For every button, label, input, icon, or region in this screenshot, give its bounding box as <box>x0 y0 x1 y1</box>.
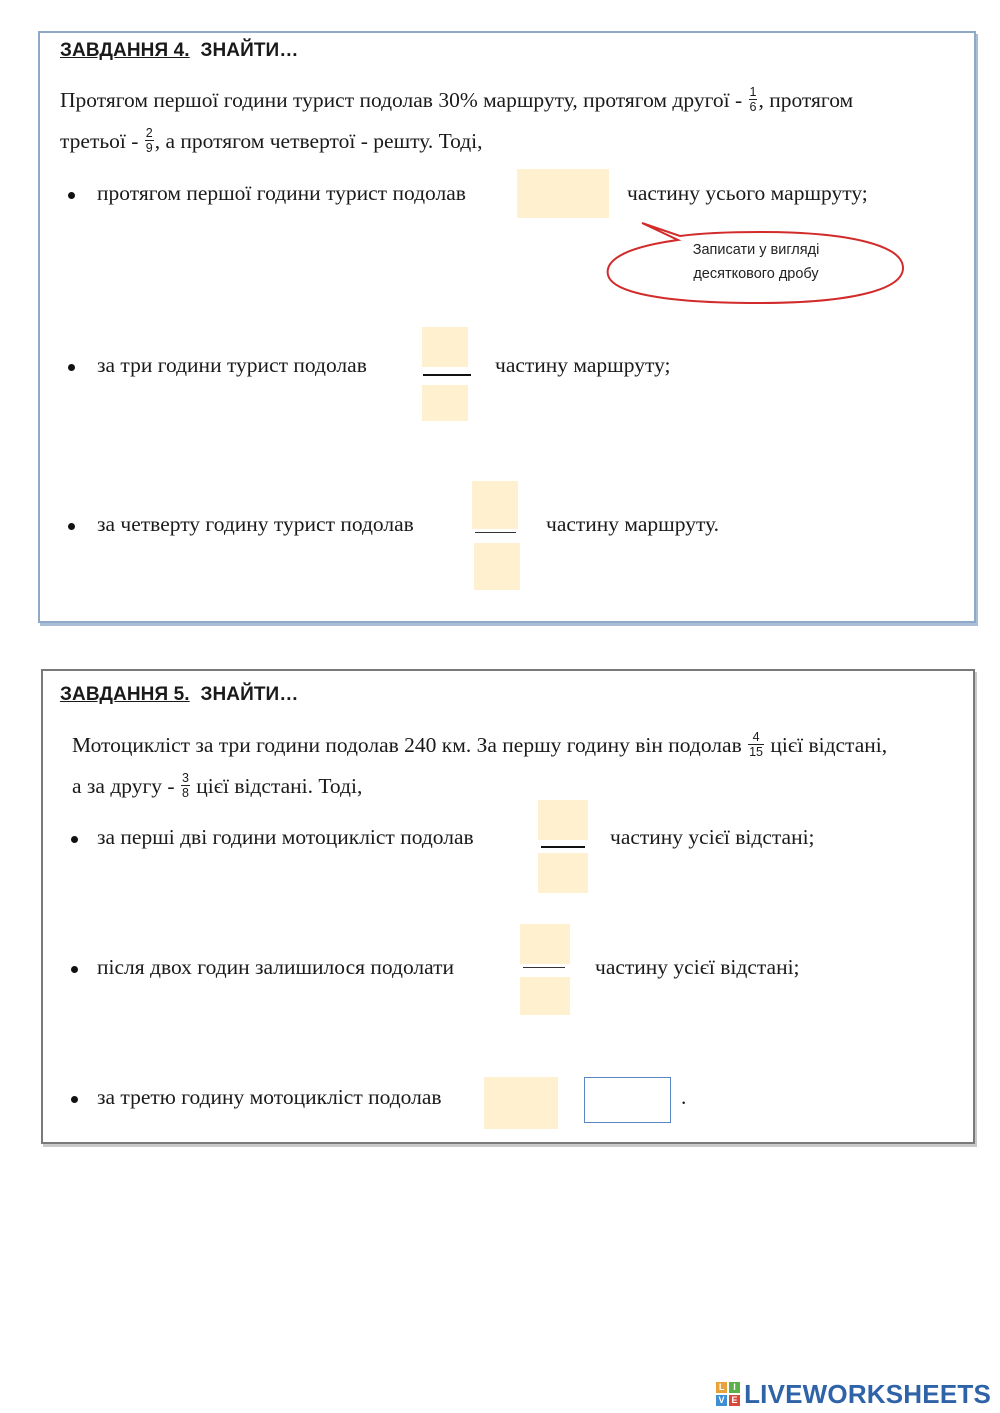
liveworksheets-brand <box>716 1376 991 1412</box>
bullet-icon <box>68 523 75 530</box>
task-5-answer-1-denominator-input[interactable] <box>538 853 588 893</box>
task-5-card <box>41 669 975 1144</box>
fraction-bar <box>423 374 471 376</box>
task-5-item-2-text: після двох годин залишилося подолати <box>97 955 455 979</box>
task-4-answer-1-input[interactable] <box>517 169 609 218</box>
task-5-item-1-after: частину усієї відстані; <box>610 825 815 849</box>
task-4-answer-2-denominator-input[interactable] <box>422 385 468 421</box>
task-5-answer-2-numerator-input[interactable] <box>520 924 570 964</box>
task-5-item-1-text: за перші дві години мотоцикліст подолав <box>97 825 474 849</box>
task-4-item-1-text: протягом першої години турист подолав <box>97 181 466 205</box>
bullet-icon <box>71 836 78 843</box>
task-4-item-2-text: за три години турист подолав <box>97 353 367 377</box>
fraction-one-sixth: $\frac{1}{6}$ <box>749 84 757 114</box>
task-5-intro-line-2: а за другу - $\frac{3}{8}$ цієї відстані. Тоді, <box>72 770 363 800</box>
task-5-heading: ЗАВДАННЯ 5. ЗНАЙТИ… <box>60 684 299 705</box>
task-5-item-3-after: . <box>681 1085 687 1109</box>
task-5-answer-2-denominator-input[interactable] <box>520 977 570 1015</box>
fraction-bar <box>475 532 516 533</box>
liveworksheets-logo-icon: L I V E <box>716 1382 740 1406</box>
task-5-intro-line-1: Мотоцикліст за три години подолав 240 км. За першу годину він подолав $\frac{4}{15}$ цієї відстані, <box>72 729 888 759</box>
task-5-answer-1-numerator-input[interactable] <box>538 800 588 840</box>
task-4-heading: ЗАВДАННЯ 4. ЗНАЙТИ… <box>60 40 299 61</box>
task-4-answer-2-numerator-input[interactable] <box>422 327 468 367</box>
task-4-card <box>38 31 976 623</box>
task-4-intro-line-1: Протягом першої години турист подолав 30% маршруту, протягом другої - $\frac{1}{6}$ , протягом <box>60 84 854 114</box>
task-5-item-3-text: за третю годину мотоцикліст подолав <box>97 1085 442 1109</box>
fraction-bar <box>523 967 565 968</box>
task-4-intro-line-2: третьої - $\frac{2}{9}$ , а протягом четвертої - решту. Тоді, <box>60 125 483 155</box>
bullet-icon <box>71 1096 78 1103</box>
task-4-answer-3-denominator-input[interactable] <box>474 543 520 590</box>
brand-name: LIVEWORKSHEETS <box>744 1378 991 1409</box>
task-5-item-2-after: частину усієї відстані; <box>595 955 800 979</box>
fraction-four-fifteenths: $\frac{4}{15}$ <box>749 729 764 759</box>
callout-hint: Записати у вигляді десяткового дробу <box>692 242 820 282</box>
task-4-item-3-text: за четверту годину турист подолав <box>97 512 414 536</box>
task-4-item-2-after: частину маршруту; <box>495 353 671 377</box>
task-4-answer-3-numerator-input[interactable] <box>472 481 518 529</box>
task-4-item-3-after: частину маршруту. <box>546 512 720 536</box>
bullet-icon <box>68 364 75 371</box>
fraction-bar <box>541 846 585 848</box>
fraction-three-eighths: $\frac{3}{8}$ <box>181 770 189 800</box>
task-4-item-1-after: частину усього маршруту; <box>627 181 868 205</box>
bullet-icon <box>68 192 75 199</box>
task-5-answer-3-unit-select[interactable] <box>584 1077 671 1123</box>
fraction-two-ninths: $\frac{2}{9}$ <box>145 125 153 155</box>
task-5-answer-3-input[interactable] <box>484 1077 558 1129</box>
bullet-icon <box>71 966 78 973</box>
